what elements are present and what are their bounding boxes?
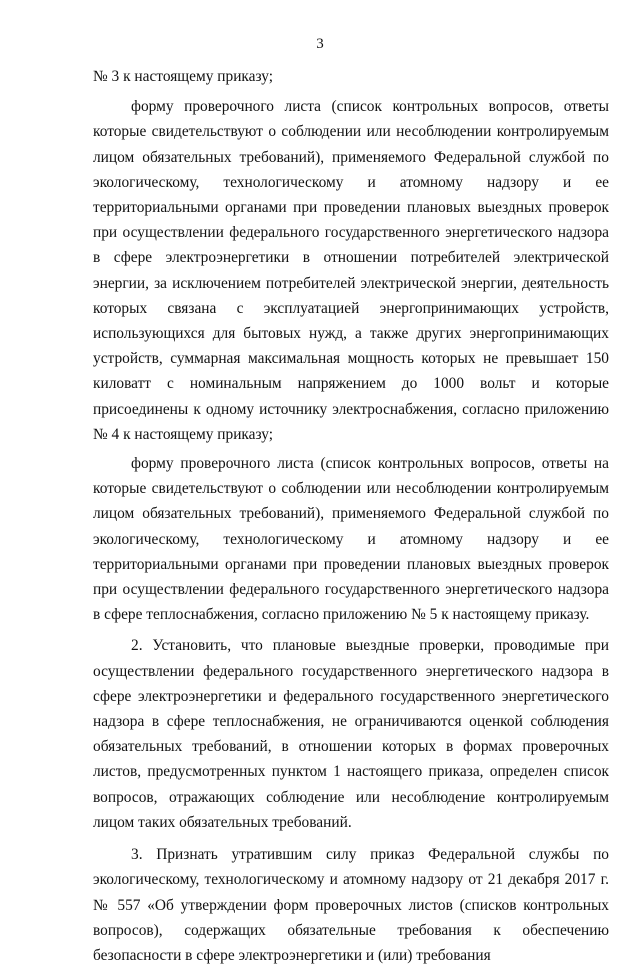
paragraph-item-2: 2. Установить, что плановые выездные проверки, проводимые при осуществлении федерального государственного энергетического надзора в сфере электроэнергетики и федерального государственного энергетического надзора в сфере теплоснабжения, не ограничиваются оценкой соблюдения обязательных требований, в отношении которых в формах проверочных листов, предусмотренных пунктом 1 настоящего приказа, определен список вопросов, отражающих соблюдение или несоблюдение контролируемым лицом таких обязательных требований. [93, 637, 609, 831]
paragraph-checklist-form-4: форму проверочного листа (список контрольных вопросов, ответы которые свидетельствуют о соблюдении или несоблюдении контролируемым лицом обязательных требований), применяемого Федеральной службой по экологическому, технологическому и атомному надзору и ее территориальными органами при проведении плановых выездных проверок при осуществлении федерального государственного энергетического надзора в сфере электроэнергетики в отношении потребителей электрической энергии, за исключением потребителей электрической энергии, деятельность которых связана с эксплуатацией энергопринимающих устройств, использующихся для бытовых нужд, а также других энергопринимающих устройств, суммарная максимальная мощность которых не превышает 150 киловатт с номинальным напряжением до 1000 вольт и которые присоединены к одному источнику электроснабжения, согласно приложению № 4 к настоящему приказу; [93, 98, 609, 443]
paragraph-checklist-form-5: форму проверочного листа (список контрольных вопросов, ответы на которые свидетельствуют о соблюдении или несоблюдении контролируемым лицом обязательных требований), применяемого Федеральной службой по экологическому, технологическому и атомному надзору и ее территориальными органами при проведении плановых выездных проверок при осуществлении федерального государственного энергетического надзора в сфере теплоснабжения, согласно приложению № 5 к настоящему приказу. [93, 455, 609, 624]
page-number: 3 [316, 36, 324, 52]
document-body [93, 64, 609, 968]
paragraph-item-3: 3. Признать утратившим силу приказ Федеральной службы по экологическому, технологическому и атомному надзору от 21 декабря 2017 г. № 557 «Об утверждении форм проверочных листов (списков контрольных вопросов), содержащих обязательные требования к обеспечению безопасности в сфере электроэнергетики и (или) требования [93, 846, 609, 964]
paragraph-continuation: № 3 к настоящему приказу; [93, 68, 274, 85]
